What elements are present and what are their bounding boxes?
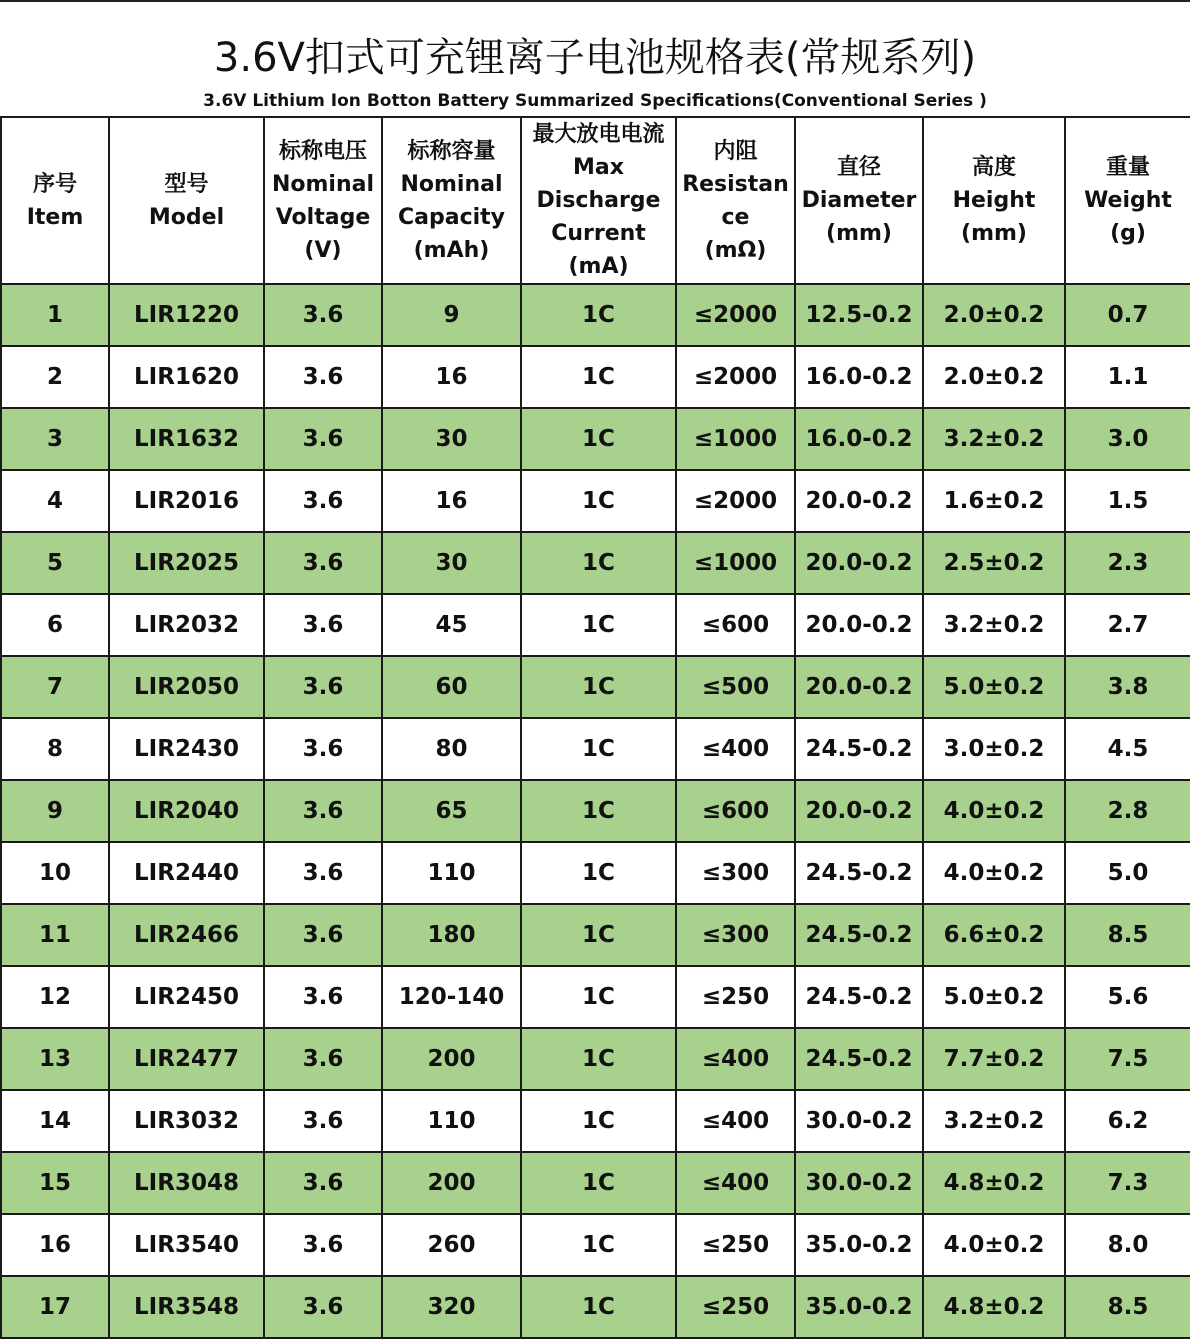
cell-voltage: 3.6 — [264, 718, 382, 780]
table-row — [1, 1090, 1190, 1152]
cell-height: 2.0±0.2 — [923, 346, 1065, 408]
cell-height: 5.0±0.2 — [923, 966, 1065, 1028]
table-row — [1, 718, 1190, 780]
header-unit: (mΩ) — [704, 237, 767, 263]
cell-weight: 1.5 — [1065, 470, 1190, 532]
header-label-en: Diameter — [801, 188, 917, 213]
cell-capacity: 120-140 — [382, 966, 521, 1028]
cell-resistance: ≤400 — [676, 1090, 795, 1152]
cell-resistance: ≤250 — [676, 966, 795, 1028]
cell-model: LIR2016 — [109, 470, 264, 532]
cell-max-discharge: 1C — [521, 594, 676, 656]
cell-max-discharge: 1C — [521, 842, 676, 904]
spec-table — [0, 116, 1190, 1339]
cell-voltage: 3.6 — [264, 1090, 382, 1152]
cell-resistance: ≤300 — [676, 842, 795, 904]
header-voltage — [264, 117, 382, 284]
cell-model: LIR3540 — [109, 1214, 264, 1276]
cell-weight: 8.5 — [1065, 1276, 1190, 1338]
cell-voltage: 3.6 — [264, 1028, 382, 1090]
cell-height: 2.5±0.2 — [923, 532, 1065, 594]
cell-item: 10 — [1, 842, 109, 904]
cell-weight: 8.5 — [1065, 904, 1190, 966]
cell-height: 6.6±0.2 — [923, 904, 1065, 966]
cell-capacity: 16 — [382, 346, 521, 408]
cell-item: 15 — [1, 1152, 109, 1214]
cell-model: LIR2025 — [109, 532, 264, 594]
cell-item: 7 — [1, 656, 109, 718]
table-row — [1, 470, 1190, 532]
cell-diameter: 35.0-0.2 — [795, 1276, 923, 1338]
cell-resistance: ≤1000 — [676, 408, 795, 470]
table-row — [1, 1152, 1190, 1214]
cell-height: 4.0±0.2 — [923, 780, 1065, 842]
cell-max-discharge: 1C — [521, 284, 676, 346]
cell-resistance: ≤400 — [676, 1152, 795, 1214]
header-capacity — [382, 117, 521, 284]
cell-diameter: 35.0-0.2 — [795, 1214, 923, 1276]
cell-height: 3.2±0.2 — [923, 1090, 1065, 1152]
table-row — [1, 532, 1190, 594]
cell-capacity: 60 — [382, 656, 521, 718]
header-label-cn: 标称容量 — [407, 138, 496, 164]
header-label-en: Weight — [1084, 188, 1172, 213]
cell-model: LIR2450 — [109, 966, 264, 1028]
cell-weight: 2.7 — [1065, 594, 1190, 656]
header-diameter — [795, 117, 923, 284]
cell-capacity: 30 — [382, 408, 521, 470]
cell-diameter: 30.0-0.2 — [795, 1090, 923, 1152]
header-unit: (mm) — [826, 221, 892, 246]
header-unit: (mm) — [961, 221, 1027, 246]
header-row — [1, 117, 1190, 284]
cell-height: 3.2±0.2 — [923, 594, 1065, 656]
cell-max-discharge: 1C — [521, 904, 676, 966]
cell-capacity: 320 — [382, 1276, 521, 1338]
cell-height: 5.0±0.2 — [923, 656, 1065, 718]
cell-weight: 8.0 — [1065, 1214, 1190, 1276]
table-row — [1, 346, 1190, 408]
cell-capacity: 110 — [382, 842, 521, 904]
cell-model: LIR1220 — [109, 284, 264, 346]
cell-item: 13 — [1, 1028, 109, 1090]
cell-height: 2.0±0.2 — [923, 284, 1065, 346]
header-max-discharge — [521, 117, 676, 284]
cell-weight: 6.2 — [1065, 1090, 1190, 1152]
cell-capacity: 200 — [382, 1152, 521, 1214]
table-row — [1, 1276, 1190, 1338]
cell-model: LIR3548 — [109, 1276, 264, 1338]
cell-voltage: 3.6 — [264, 532, 382, 594]
cell-weight: 2.3 — [1065, 532, 1190, 594]
cell-capacity: 200 — [382, 1028, 521, 1090]
cell-max-discharge: 1C — [521, 780, 676, 842]
cell-resistance: ≤300 — [676, 904, 795, 966]
table-row — [1, 842, 1190, 904]
cell-diameter: 16.0-0.2 — [795, 408, 923, 470]
cell-voltage: 3.6 — [264, 408, 382, 470]
cell-resistance: ≤400 — [676, 718, 795, 780]
header-label-cn: 高度 — [971, 155, 1016, 180]
cell-item: 11 — [1, 904, 109, 966]
cell-item: 14 — [1, 1090, 109, 1152]
cell-height: 4.8±0.2 — [923, 1276, 1065, 1338]
header-label-cn: 序号 — [32, 171, 77, 197]
cell-weight: 5.6 — [1065, 966, 1190, 1028]
header-label-cn: 标称电压 — [278, 138, 367, 164]
header-label-en: Capacity — [397, 204, 506, 230]
cell-voltage: 3.6 — [264, 966, 382, 1028]
cell-weight: 4.5 — [1065, 718, 1190, 780]
table-row — [1, 1214, 1190, 1276]
cell-item: 2 — [1, 346, 109, 408]
table-row — [1, 408, 1190, 470]
cell-height: 3.0±0.2 — [923, 718, 1065, 780]
header-label-en: Current — [551, 221, 646, 246]
header-unit: (mAh) — [413, 237, 490, 263]
header-label-en: Discharge — [536, 188, 661, 213]
cell-resistance: ≤1000 — [676, 532, 795, 594]
cell-diameter: 20.0-0.2 — [795, 594, 923, 656]
header-label-cn: 重量 — [1105, 155, 1150, 180]
cell-item: 4 — [1, 470, 109, 532]
header-label-en: Voltage — [275, 204, 371, 230]
cell-voltage: 3.6 — [264, 594, 382, 656]
header-label-en: ce — [721, 204, 750, 230]
cell-capacity: 9 — [382, 284, 521, 346]
header-label-cn: 最大放电电流 — [532, 122, 665, 147]
cell-model: LIR2050 — [109, 656, 264, 718]
cell-resistance: ≤400 — [676, 1028, 795, 1090]
cell-voltage: 3.6 — [264, 904, 382, 966]
table-row — [1, 594, 1190, 656]
header-model — [109, 117, 264, 284]
cell-item: 6 — [1, 594, 109, 656]
cell-height: 4.0±0.2 — [923, 842, 1065, 904]
cell-weight: 5.0 — [1065, 842, 1190, 904]
cell-model: LIR2032 — [109, 594, 264, 656]
cell-max-discharge: 1C — [521, 966, 676, 1028]
cell-weight: 0.7 — [1065, 284, 1190, 346]
cell-model: LIR1620 — [109, 346, 264, 408]
cell-capacity: 16 — [382, 470, 521, 532]
cell-capacity: 65 — [382, 780, 521, 842]
cell-diameter: 24.5-0.2 — [795, 1028, 923, 1090]
header-unit: (mA) — [568, 254, 629, 279]
cell-capacity: 180 — [382, 904, 521, 966]
cell-item: 8 — [1, 718, 109, 780]
header-unit: (V) — [304, 237, 342, 263]
cell-voltage: 3.6 — [264, 1214, 382, 1276]
cell-capacity: 30 — [382, 532, 521, 594]
cell-item: 12 — [1, 966, 109, 1028]
cell-diameter: 24.5-0.2 — [795, 966, 923, 1028]
header-label-en: Resistan — [682, 171, 789, 197]
cell-resistance: ≤2000 — [676, 470, 795, 532]
table-row — [1, 1028, 1190, 1090]
cell-capacity: 80 — [382, 718, 521, 780]
cell-voltage: 3.6 — [264, 470, 382, 532]
cell-resistance: ≤600 — [676, 780, 795, 842]
header-label-cn: 型号 — [164, 171, 209, 197]
cell-diameter: 16.0-0.2 — [795, 346, 923, 408]
cell-capacity: 45 — [382, 594, 521, 656]
cell-max-discharge: 1C — [521, 1152, 676, 1214]
cell-voltage: 3.6 — [264, 780, 382, 842]
header-item — [1, 117, 109, 284]
cell-weight: 7.3 — [1065, 1152, 1190, 1214]
cell-weight: 1.1 — [1065, 346, 1190, 408]
cell-model: LIR2040 — [109, 780, 264, 842]
header-unit: (g) — [1110, 221, 1146, 246]
cell-diameter: 24.5-0.2 — [795, 718, 923, 780]
cell-diameter: 20.0-0.2 — [795, 470, 923, 532]
header-label-en: Nominal — [271, 171, 375, 197]
cell-model: LIR2466 — [109, 904, 264, 966]
page-subtitle: 3.6V Lithium Ion Botton Battery Summarized Specifications(Conventional Series ) — [203, 91, 987, 111]
cell-max-discharge: 1C — [521, 718, 676, 780]
cell-resistance: ≤500 — [676, 656, 795, 718]
cell-height: 7.7±0.2 — [923, 1028, 1065, 1090]
cell-height: 3.2±0.2 — [923, 408, 1065, 470]
cell-diameter: 20.0-0.2 — [795, 532, 923, 594]
header-label-cn: 直径 — [836, 155, 881, 180]
cell-resistance: ≤250 — [676, 1214, 795, 1276]
header-height — [923, 117, 1065, 284]
cell-item: 9 — [1, 780, 109, 842]
cell-diameter: 20.0-0.2 — [795, 656, 923, 718]
cell-item: 1 — [1, 284, 109, 346]
cell-capacity: 260 — [382, 1214, 521, 1276]
cell-voltage: 3.6 — [264, 1152, 382, 1214]
cell-item: 16 — [1, 1214, 109, 1276]
cell-model: LIR3032 — [109, 1090, 264, 1152]
spec-table-body — [1, 284, 1190, 1338]
cell-voltage: 3.6 — [264, 656, 382, 718]
cell-diameter: 24.5-0.2 — [795, 904, 923, 966]
header-label-en: Nominal — [400, 171, 503, 197]
cell-voltage: 3.6 — [264, 842, 382, 904]
cell-weight: 3.0 — [1065, 408, 1190, 470]
table-row — [1, 656, 1190, 718]
cell-capacity: 110 — [382, 1090, 521, 1152]
cell-height: 4.8±0.2 — [923, 1152, 1065, 1214]
table-row — [1, 780, 1190, 842]
cell-diameter: 30.0-0.2 — [795, 1152, 923, 1214]
header-label-en: Max — [573, 155, 624, 180]
cell-weight: 7.5 — [1065, 1028, 1190, 1090]
cell-max-discharge: 1C — [521, 532, 676, 594]
cell-model: LIR2440 — [109, 842, 264, 904]
table-row — [1, 904, 1190, 966]
cell-model: LIR2430 — [109, 718, 264, 780]
cell-voltage: 3.6 — [264, 284, 382, 346]
cell-voltage: 3.6 — [264, 346, 382, 408]
table-row — [1, 284, 1190, 346]
header-weight — [1065, 117, 1190, 284]
cell-max-discharge: 1C — [521, 1028, 676, 1090]
cell-height: 1.6±0.2 — [923, 470, 1065, 532]
header-label-en: Height — [952, 188, 1036, 213]
cell-height: 4.0±0.2 — [923, 1214, 1065, 1276]
header-label-en: Model — [148, 204, 225, 230]
cell-max-discharge: 1C — [521, 1276, 676, 1338]
table-row — [1, 966, 1190, 1028]
cell-max-discharge: 1C — [521, 1214, 676, 1276]
cell-diameter: 12.5-0.2 — [795, 284, 923, 346]
cell-resistance: ≤600 — [676, 594, 795, 656]
header-label-en: Item — [26, 204, 84, 230]
cell-resistance: ≤2000 — [676, 284, 795, 346]
cell-max-discharge: 1C — [521, 656, 676, 718]
cell-resistance: ≤2000 — [676, 346, 795, 408]
cell-diameter: 20.0-0.2 — [795, 780, 923, 842]
cell-model: LIR1632 — [109, 408, 264, 470]
cell-weight: 3.8 — [1065, 656, 1190, 718]
cell-max-discharge: 1C — [521, 1090, 676, 1152]
cell-max-discharge: 1C — [521, 470, 676, 532]
cell-diameter: 24.5-0.2 — [795, 842, 923, 904]
cell-model: LIR2477 — [109, 1028, 264, 1090]
top-rule — [0, 0, 1190, 2]
cell-voltage: 3.6 — [264, 1276, 382, 1338]
cell-model: LIR3048 — [109, 1152, 264, 1214]
page-title: 3.6V扣式可充锂离子电池规格表(常规系列) — [213, 35, 977, 81]
header-label-cn: 内阻 — [713, 138, 758, 164]
cell-max-discharge: 1C — [521, 346, 676, 408]
cell-item: 3 — [1, 408, 109, 470]
cell-item: 5 — [1, 532, 109, 594]
cell-max-discharge: 1C — [521, 408, 676, 470]
header-resistance — [676, 117, 795, 284]
cell-resistance: ≤250 — [676, 1276, 795, 1338]
cell-item: 17 — [1, 1276, 109, 1338]
cell-weight: 2.8 — [1065, 780, 1190, 842]
